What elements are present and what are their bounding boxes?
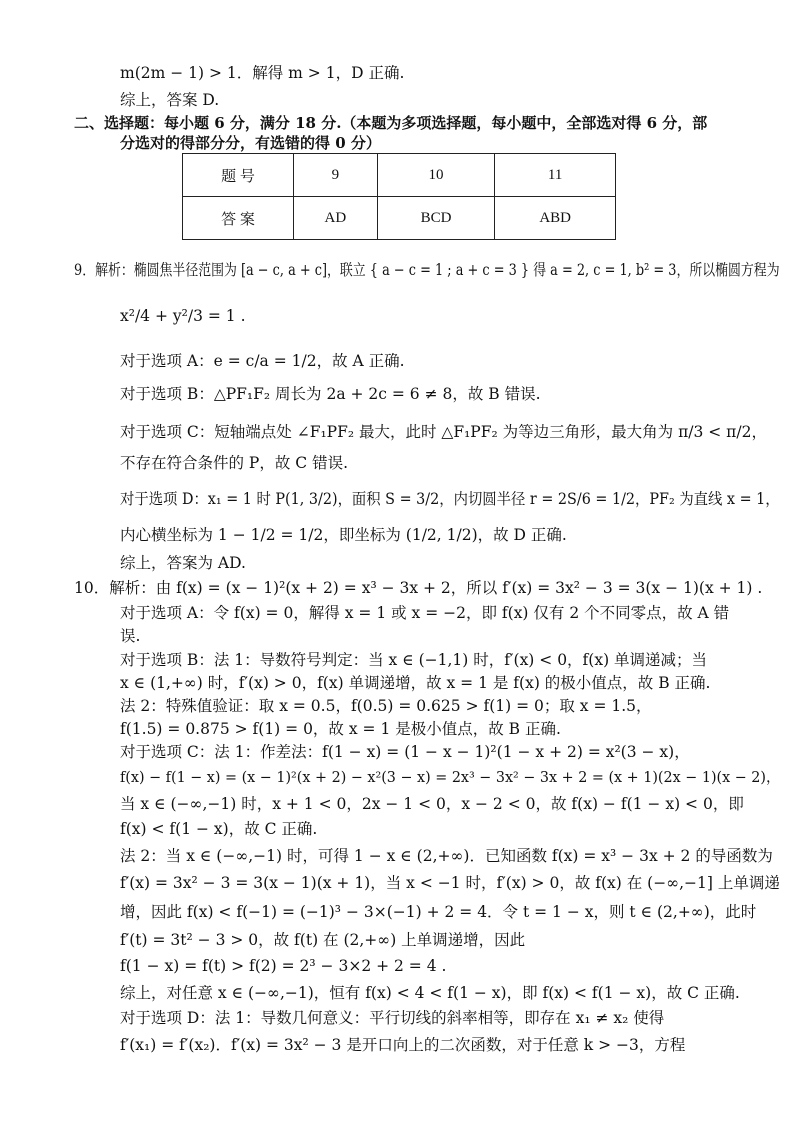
table-header-label: 题 号 (183, 154, 294, 197)
previous-summary: 综上，答案 D. (120, 91, 220, 109)
q10-option-c-sign: 当 x ∈ (−∞,−1) 时，x + 1 < 0，2x − 1 < 0，x − 2 < 0，故 f(x) − f(1 − x) < 0，即 (120, 795, 744, 813)
q10-option-a-cont: 误. (120, 627, 141, 645)
q9-option-c: 对于选项 C：短轴端点处 ∠F₁PF₂ 最大，此时 △F₁PF₂ 为等边三角形，最大角为 π/3 < π/2， (120, 423, 767, 441)
q10-option-c-derivative: f′(x) = 3x² − 3 = 3(x − 1)(x + 1)，当 x < −1 时，f′(x) > 0，故 f(x) 在 (−∞,−1] 上单调递 (120, 874, 780, 892)
question-number-cell: 11 (495, 154, 616, 197)
q10-option-c-bound: f(1 − x) = f(t) > f(2) = 2³ − 3×2 + 2 = 4 . (120, 957, 447, 975)
q9-option-d: 对于选项 D：x₁ = 1 时 P(1, 3/2)，面积 S = 3/2，内切圆半径 r = 2S/6 = 1/2，PF₂ 为直线 x = 1， (120, 490, 780, 508)
q10-option-c-substitution: f′(t) = 3t² − 3 > 0，故 f(t) 在 (2,+∞) 上单调递增，因此 (120, 931, 526, 949)
q9-option-c-cont: 不存在符合条件的 P，故 C 错误. (120, 454, 348, 472)
previous-solution-line: m(2m − 1) > 1．解得 m > 1，D 正确. (120, 64, 405, 82)
q10-option-c-method2: 法 2：当 x ∈ (−∞,−1) 时，可得 1 − x ∈ (2,+∞)．已知函数 f(x) = x³ − 3x + 2 的导函数为 (120, 847, 773, 865)
q10-option-c: 对于选项 C：法 1：作差法：f(1 − x) = (1 − x − 1)²(1 − x + 2) = x²(3 − x)， (120, 743, 690, 761)
q9-option-a: 对于选项 A：e = c/a = 1/2，故 A 正确. (120, 352, 405, 370)
q10-option-d-cont: f′(x₁) = f′(x₂)．f′(x) = 3x² − 3 是开口向上的二次函数，对于任意 k > −3，方程 (120, 1036, 686, 1054)
q9-summary: 综上，答案为 AD. (120, 554, 246, 572)
answer-cell: ABD (495, 197, 616, 240)
q9-ellipse-equation: x²/4 + y²/3 = 1 . (120, 307, 246, 325)
q10-option-d: 对于选项 D：法 1：导数几何意义：平行切线的斜率相等，即存在 x₁ ≠ x₂ 使得 (120, 1009, 665, 1027)
q9-option-b: 对于选项 B：△PF₁F₂ 周长为 2a + 2c = 6 ≠ 8，故 B 错误. (120, 385, 541, 403)
q10-option-b-method2-cont: f(1.5) = 0.875 > f(1) = 0，故 x = 1 是极小值点，故 B 正确. (120, 720, 561, 738)
question-number-cell: 10 (377, 154, 495, 197)
section-heading: 二、选择题：每小题 6 分，满分 18 分.（本题为多项选择题，每小题中，全部选对得 6 分，部 (74, 114, 708, 132)
q10-option-a: 对于选项 A：令 f(x) = 0，解得 x = 1 或 x = −2，即 f(x) 仅有 2 个不同零点，故 A 错 (120, 604, 730, 622)
q10-option-c-increase: 增，因此 f(x) < f(−1) = (−1)³ − 3×(−1) + 2 = 4．令 t = 1 − x，则 t ∈ (2,+∞)，此时 (120, 903, 757, 921)
q10-option-c-result: f(x) < f(1 − x)，故 C 正确. (120, 820, 318, 838)
q10-option-c-diff: f(x) − f(1 − x) = (x − 1)²(x + 2) − x²(3 − x) = 2x³ − 3x² − 3x + 2 = (x + 1)(2x − 1)(x − 2)， (120, 770, 781, 786)
table-row (183, 197, 616, 240)
question-number-cell: 9 (294, 154, 378, 197)
q9-option-d-cont: 内心横坐标为 1 − 1/2 = 1/2，即坐标为 (1/2, 1/2)，故 D 正确. (120, 526, 567, 544)
table-answer-label: 答 案 (183, 197, 294, 240)
answer-table (182, 153, 616, 240)
q10-option-c-summary: 综上，对任意 x ∈ (−∞,−1)，恒有 f(x) < 4 < f(1 − x)，即 f(x) < f(1 − x)，故 C 正确. (120, 984, 740, 1002)
q10-intro: 10．解析：由 f(x) = (x − 1)²(x + 2) = x³ − 3x + 2，所以 f′(x) = 3x² − 3 = 3(x − 1)(x + 1) . (74, 579, 763, 597)
answer-cell: BCD (377, 197, 495, 240)
section-heading-cont: 分选对的得部分分，有选错的得 0 分） (120, 134, 381, 152)
q10-option-b-method2: 法 2：特殊值验证：取 x = 0.5，f(0.5) = 0.625 > f(1) = 0；取 x = 1.5， (120, 697, 652, 715)
q9-intro: 9．解析：椭圆焦半径范围为 [a − c, a + c]，联立 { a − c = 1 ; a + c = 3 } 得 a = 2, c = 1, b² = 3，所以椭圆方程为 (74, 261, 780, 279)
q10-option-b-cont: x ∈ (1,+∞) 时，f′(x) > 0，f(x) 单调递增，故 x = 1 是 f(x) 的极小值点，故 B 正确. (120, 674, 711, 692)
answer-cell: AD (294, 197, 378, 240)
q10-option-b: 对于选项 B：法 1：导数符号判定：当 x ∈ (−1,1) 时，f′(x) < 0，f(x) 单调递减；当 (120, 651, 708, 669)
table-row (183, 154, 616, 197)
